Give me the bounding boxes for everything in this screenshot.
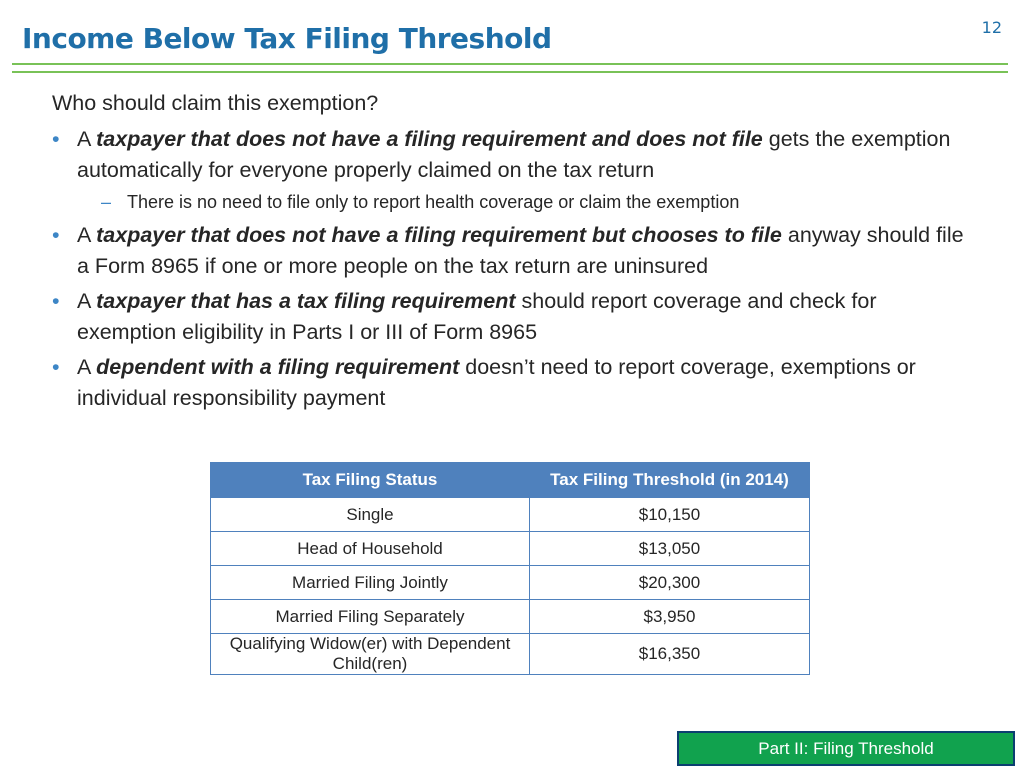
threshold-cell: $10,150 [530, 498, 810, 532]
bullet-text: gets the exemption automatically for everyone properly claimed on the tax return [77, 127, 951, 182]
bullet-prefix: A [77, 355, 91, 379]
threshold-cell: $20,300 [530, 566, 810, 600]
sub-bullet-list [77, 190, 972, 214]
section-tag: Part II: Filing Threshold [677, 731, 1015, 766]
bullet-item [52, 352, 972, 414]
bullet-emphasis: taxpayer that does not have a filing requirement but chooses to file [96, 223, 782, 247]
filing-threshold-table [210, 462, 810, 675]
bullet-item [52, 286, 972, 348]
title-divider [12, 63, 1008, 73]
table-row [211, 600, 810, 634]
sub-bullet-item: – There is no need to file only to report health coverage or claim the exemption [77, 190, 972, 214]
bullet-emphasis: taxpayer that does not have a filing requirement and does not file [96, 127, 763, 151]
bullet-list [52, 124, 972, 414]
bullet-prefix: A [77, 289, 91, 313]
bullet-emphasis: taxpayer that has a tax filing requirement [96, 289, 516, 313]
threshold-cell: $3,950 [530, 600, 810, 634]
filing-status-cell: Married Filing Jointly [211, 566, 530, 600]
bullet-text: anyway should file a Form 8965 if one or more people on the tax return are uninsured [77, 223, 964, 278]
slide-content [52, 88, 972, 418]
filing-status-cell: Qualifying Widow(er) with Dependent Child(ren) [211, 634, 530, 675]
bullet-item [52, 220, 972, 282]
threshold-cell: $13,050 [530, 532, 810, 566]
bullet-prefix: A [77, 223, 91, 247]
bullet-item [52, 124, 972, 214]
table-row [211, 634, 810, 675]
table-row [211, 566, 810, 600]
bullet-prefix: A [77, 127, 91, 151]
filing-status-cell: Head of Household [211, 532, 530, 566]
slide-title: Income Below Tax Filing Threshold [22, 22, 552, 55]
table-row [211, 532, 810, 566]
bullet-emphasis: dependent with a filing requirement [96, 355, 460, 379]
table-row [211, 498, 810, 532]
page-number: 12 [981, 18, 1002, 37]
filing-status-cell: Married Filing Separately [211, 600, 530, 634]
filing-status-cell: Single [211, 498, 530, 532]
table-header-row [211, 463, 810, 498]
bullet-text: doesn’t need to report coverage, exemptions or individual responsibility payment [77, 355, 916, 410]
bullet-text: should report coverage and check for exemption eligibility in Parts I or III of Form 8965 [77, 289, 877, 344]
threshold-cell: $16,350 [530, 634, 810, 675]
section-heading: Who should claim this exemption? [52, 91, 379, 115]
column-header-threshold: Tax Filing Threshold (in 2014) [530, 463, 810, 498]
column-header-status: Tax Filing Status [211, 463, 530, 498]
